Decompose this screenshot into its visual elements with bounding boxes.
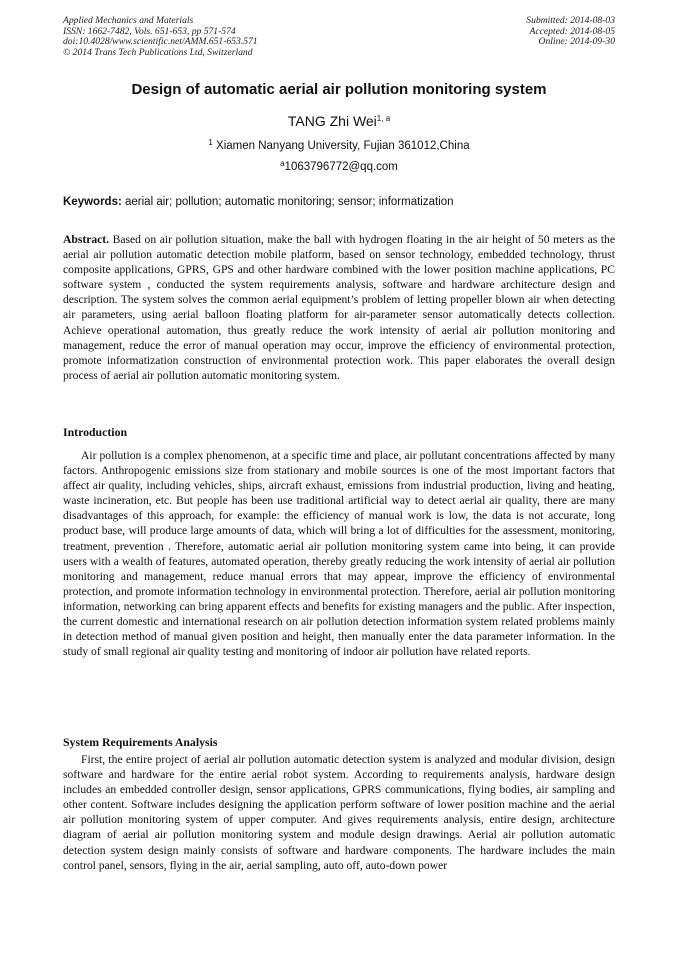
submission-dates — [526, 16, 615, 48]
author-email — [0, 160, 678, 174]
email-mark: a — [280, 159, 285, 168]
keywords-text: aerial air; pollution; automatic monitoring; sensor; informatization — [121, 196, 454, 208]
keywords — [63, 195, 615, 209]
author-line — [0, 113, 678, 130]
abstract — [63, 232, 615, 383]
online-date: Online: 2014-09-30 — [538, 36, 615, 48]
accepted-date: Accepted: 2014-08-05 — [529, 25, 615, 37]
requirements-heading: System Requirements Analysis — [63, 735, 218, 749]
submitted-date: Submitted: 2014-08-03 — [526, 15, 615, 26]
abstract-label: Abstract. — [63, 233, 110, 246]
copyright-line: © 2014 Trans Tech Publications Ltd, Switzerland — [63, 46, 253, 58]
abstract-text: Based on air pollution situation, make the ball with hydrogen floating in the air height of 50 meters as the aerial air pollution automatic detection mobile platform, based on sensor technology, embedded technology, thrust composite applications, GPRS, GPS and other hardware combined with the lower position machine applications, PC software system , conducted the system requirements analysis, software and hardware architecture design and description. The system solves the common aerial equipment’s problem of letting propeller blown air when detecting air parameters, using aerial balloon floating platform for air-parameter sensor automatically detects collection. Achieve operational automation, thus greatly reduce the work intensity of aerial air pollution monitoring and management, reduce the error of manual operation may occur, improve the efficiency of environmental protection, promote informatization construction of environmental protection work. This paper elaborates the overall design process of aerial air pollution automatic monitoring system. — [63, 233, 615, 382]
affiliation-mark: 1 — [208, 138, 213, 147]
requirements-paragraph: First, the entire project of aerial air pollution automatic detection system is analyzed and modular division, design software and hardware for the entire aerial robot system. According to requirements analysis, hardware design includes an embedded controller design, sensor applications, GPRS communications, flying bodies, air sampling and other content. Software includes designing the application perform software of lower position machine and the aerial air pollution monitoring system of upper computer. And gives requirements analysis, entire design, architecture diagram of aerial air pollution monitoring system and module design drawings. Aerial air pollution automatic detection system design mainly consists of software and hardware components. The hardware includes the main control panel, sensors, flying in the air, aerial sampling, auto off, auto-down power — [63, 753, 615, 872]
author-superscript: 1, a — [376, 114, 391, 123]
affiliation — [0, 139, 678, 153]
introduction-paragraph: Air pollution is a complex phenomenon, at a specific time and place, air pollutant concentrations affected by many factors. Anthropogenic emissions size from stationary and mobile sources is one of the most important factors that affect air quality, including vehicles, ships, aircraft exhaust, emissions from industrial production, living and heating, waste incineration, etc. But people has been use traditional artificial way to detect aerial air quality, there are many disadvantages of this approach, for example: the efficiency of manual work is low, the data is not accurate, long product base, will produce large amounts of data, which will bring a lot of difficulties for the assessment, monitoring, treatment, prevention . Therefore, automatic aerial air pollution monitoring system came into being, it can provide users with a wealth of features, automated operation, thereby greatly reducing the work intensity of aerial air pollution monitoring and management, reduce manual errors that may appear, improve the efficiency of environmental protection, and promote information technology in environmental protection. Therefore, aerial air pollution monitoring information, networking can bring apparent effects and benefits for existing managers and the public. After inspection, the current domestic and international research on air pollution detection information system related problems mainly in detection method of manual given position and height, then manually enter the data parameter information. In the study of small regional air quality testing and monitoring of indoor air pollution have related reports. — [63, 449, 615, 659]
journal-info — [63, 16, 258, 58]
paper-title: Design of automatic aerial air pollution monitoring system — [131, 81, 547, 98]
keywords-label: Keywords: — [63, 196, 122, 208]
author-name: TANG Zhi Wei — [287, 113, 377, 129]
introduction-heading: Introduction — [63, 425, 128, 439]
email-text[interactable]: 1063796772@qq.com — [284, 161, 398, 173]
journal-name: Applied Mechanics and Materials — [63, 15, 194, 26]
affiliation-text: Xiamen Nanyang University, Fujian 361012,China — [212, 140, 470, 152]
issn-line: ISSN: 1662-7482, Vols. 651-653, pp 571-574 — [63, 25, 236, 37]
doi-line[interactable]: doi:10.4028/www.scientific.net/AMM.651-653.571 — [63, 36, 258, 48]
